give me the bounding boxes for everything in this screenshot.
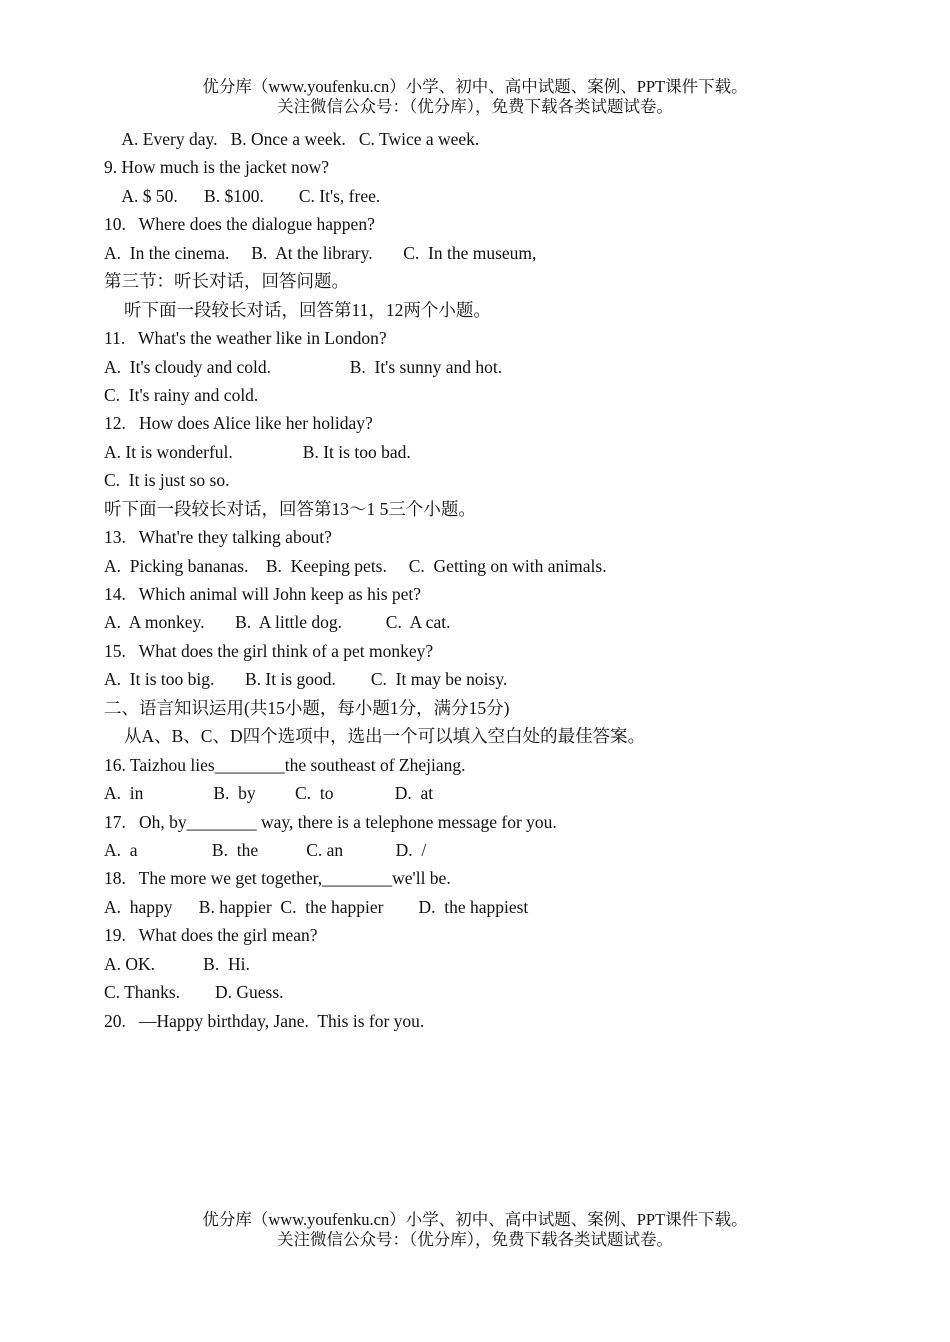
q11-options-ab: A. It's cloudy and cold. B. It's sunny and hot.	[104, 356, 503, 377]
q14-options: A. A monkey. B. A little dog. C. A cat.	[104, 612, 451, 633]
header-line-1: 优分库（www.youfenku.cn）小学、初中、高中试题、案例、PPT课件下载。	[202, 77, 748, 96]
header-line-2: 关注微信公众号：（优分库），免费下载各类试题试卷。	[277, 97, 673, 116]
q19-question: 19. What does the girl mean?	[104, 925, 318, 946]
q12-question: 12. How does Alice like her holiday?	[104, 413, 373, 434]
q17-question: 17. Oh, by________ way, there is a telephone message for you.	[104, 811, 557, 832]
section-3-instruction-a: 听下面一段较长对话，回答第11，12两个小题。	[124, 299, 491, 320]
q10-options: A. In the cinema. B. At the library. C. In the museum,	[104, 242, 537, 263]
q18-question: 18. The more we get together,________we'll be.	[104, 868, 451, 889]
page-header	[0, 77, 950, 117]
q19-options-ab: A. OK. B. Hi.	[104, 953, 250, 974]
q18-options: A. happy B. happier C. the happier D. the happiest	[104, 896, 529, 917]
footer-line-1: 优分库（www.youfenku.cn）小学、初中、高中试题、案例、PPT课件下载。	[202, 1210, 748, 1229]
exam-body	[104, 125, 864, 1035]
page-footer	[0, 1210, 950, 1250]
q13-options: A. Picking bananas. B. Keeping pets. C. Getting on with animals.	[104, 555, 607, 576]
q19-options-cd: C. Thanks. D. Guess.	[104, 982, 284, 1003]
q12-options-ab: A. It is wonderful. B. It is too bad.	[104, 441, 411, 462]
q10-question: 10. Where does the dialogue happen?	[104, 214, 375, 235]
q11-option-c: C. It's rainy and cold.	[104, 384, 259, 405]
q15-options: A. It is too big. B. It is good. C. It may be noisy.	[104, 669, 508, 690]
q13-question: 13. What're they talking about?	[104, 527, 332, 548]
q16-options: A. in B. by C. to D. at	[104, 783, 434, 804]
q9-question: 9. How much is the jacket now?	[104, 157, 330, 178]
footer-line-2: 关注微信公众号：（优分库），免费下载各类试题试卷。	[277, 1230, 673, 1249]
q8-options: A. Every day. B. Once a week. C. Twice a week.	[118, 129, 480, 149]
q16-question: 16. Taizhou lies________the southeast of Zhejiang.	[104, 754, 466, 775]
part-2-heading: 二、语言知识运用(共15小题，每小题1分，满分15分)	[104, 697, 510, 718]
section-3-instruction-b: 听下面一段较长对话，回答第13～1 5三个小题。	[104, 498, 476, 519]
part-2-instruction: 从A、B、C、D四个选项中，选出一个可以填入空白处的最佳答案。	[124, 726, 646, 747]
q14-question: 14. Which animal will John keep as his pet?	[104, 584, 422, 604]
section-3-heading: 第三节：听长对话，回答问题。	[104, 271, 349, 292]
q11-question: 11. What's the weather like in London?	[104, 328, 387, 349]
q15-question: 15. What does the girl think of a pet monkey?	[104, 640, 434, 661]
q9-options: A. $ 50. B. $100. C. It's, free.	[118, 185, 381, 206]
q20-question: 20. —Happy birthday, Jane. This is for you.	[104, 1010, 425, 1031]
q12-option-c: C. It is just so so.	[104, 470, 230, 491]
q17-options: A. a B. the C. an D. /	[104, 839, 427, 860]
